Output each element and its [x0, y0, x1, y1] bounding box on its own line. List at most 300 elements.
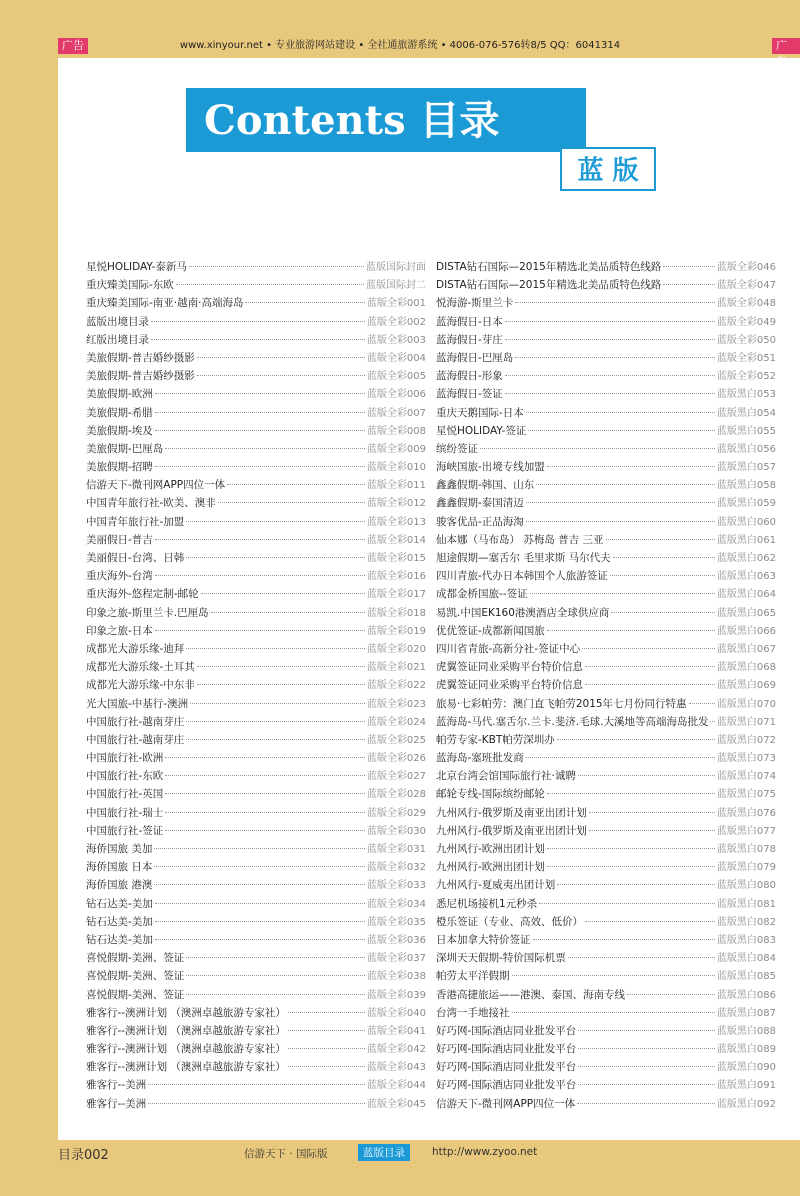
toc-leader-dots: [547, 848, 715, 849]
toc-entry-title: 雅客行--美洲: [86, 1079, 147, 1092]
toc-entry[interactable]: [86, 895, 426, 913]
toc-leader-dots: [611, 612, 715, 613]
toc-entry-title: 雅客行--澳洲计划 （澳洲卓越旅游专家社）: [86, 1024, 286, 1037]
toc-leader-dots: [186, 557, 365, 558]
toc-entry-page: 蓝版黑白063: [716, 571, 776, 583]
toc-entry-page: 蓝版全彩032: [366, 862, 426, 874]
toc-entry[interactable]: [86, 1004, 426, 1022]
toc-entry[interactable]: [86, 567, 426, 585]
toc-entry-title: 好巧网-国际酒店同业批发平台: [436, 1061, 577, 1074]
toc-entry[interactable]: [436, 676, 776, 694]
toc-entry-page: 蓝版黑白092: [716, 1098, 776, 1110]
toc-entry[interactable]: [436, 858, 776, 876]
toc-entry[interactable]: [86, 931, 426, 949]
toc-entry-page: 蓝版黑白089: [716, 1044, 776, 1056]
toc-entry-title: 虎翼签证同业采购平台特价信息: [436, 679, 583, 692]
toc-entry-title: 香港高捷旅运——港澳、泰国、海南专线: [436, 988, 625, 1001]
toc-entry-title: 台湾一手地接社: [436, 1006, 510, 1019]
toc-entry[interactable]: [86, 294, 426, 312]
toc-leader-dots: [663, 284, 715, 285]
toc-entry-title: 喜悦假期-美洲、签证: [86, 970, 185, 983]
toc-leader-dots: [578, 775, 715, 776]
toc-entry-page: 蓝版全彩025: [366, 734, 426, 746]
toc-leader-dots: [606, 539, 715, 540]
toc-entry[interactable]: [86, 258, 426, 276]
toc-entry-page: 蓝版全彩042: [366, 1044, 426, 1056]
toc-leader-dots: [155, 412, 365, 413]
toc-entry-page: 蓝版全彩022: [366, 680, 426, 692]
toc-entry-title: 蓝海假日-巴厘岛: [436, 351, 514, 364]
toc-entry-page: 蓝版黑白088: [716, 1025, 776, 1037]
toc-entry[interactable]: [436, 458, 776, 476]
toc-entry[interactable]: [436, 731, 776, 749]
toc-entry-page: 蓝版黑白080: [716, 880, 776, 892]
toc-entry-page: 蓝版全彩011: [366, 480, 426, 492]
toc-entry[interactable]: [436, 331, 776, 349]
toc-entry[interactable]: [436, 949, 776, 967]
toc-entry-title: 四川青旅-代办日本韩国个人旅游签证: [436, 570, 608, 583]
toc-leader-dots: [710, 721, 714, 722]
toc-leader-dots: [288, 1066, 365, 1067]
toc-leader-dots: [155, 921, 365, 922]
toc-entry-title: 星悦HOLIDAY-泰新马: [86, 261, 187, 273]
toc-entry[interactable]: [436, 640, 776, 658]
toc-entry[interactable]: [436, 967, 776, 985]
toc-leader-dots: [176, 284, 364, 285]
toc-entry-page: 蓝版黑白068: [716, 662, 776, 674]
toc-entry[interactable]: [436, 785, 776, 803]
toc-entry-title: 好巧网-国际酒店同业批发平台: [436, 1079, 577, 1092]
header-info: www.xinyour.net • 专业旅游网站建设 • 全社通旅游系统 • 4006-076-576转8/5 QQ：6041314: [179, 40, 621, 51]
toc-entry-title: 星悦HOLIDAY-签证: [436, 424, 527, 437]
toc-leader-dots: [288, 1030, 365, 1031]
toc-entry[interactable]: [86, 640, 426, 658]
toc-leader-dots: [627, 994, 715, 995]
toc-entry[interactable]: [436, 931, 776, 949]
toc-entry-page: 蓝版黑白066: [716, 625, 776, 637]
toc-entry[interactable]: [86, 967, 426, 985]
toc-entry[interactable]: [436, 822, 776, 840]
toc-entry[interactable]: [436, 695, 776, 713]
toc-entry-title: 成都光大游乐缘-土耳其: [86, 661, 195, 674]
toc-entry[interactable]: [436, 986, 776, 1004]
toc-entry-title: 雅客行--澳洲计划 （澳洲卓越旅游专家社）: [86, 1043, 286, 1056]
toc-leader-dots: [288, 1048, 365, 1049]
toc-entry[interactable]: [86, 513, 426, 531]
toc-entry[interactable]: [436, 385, 776, 403]
toc-leader-dots: [547, 866, 715, 867]
toc-entry[interactable]: [86, 313, 426, 331]
toc-entry-title: 重庆天鹅国际-日本: [436, 406, 524, 419]
toc-entry-page: 蓝版黑白074: [716, 771, 776, 783]
toc-leader-dots: [155, 393, 365, 394]
toc-entry-page: 蓝版全彩015: [366, 553, 426, 564]
toc-entry[interactable]: [436, 476, 776, 494]
toc-entry[interactable]: [436, 549, 776, 567]
toc-entry-page: 蓝版黑白086: [716, 989, 776, 1001]
toc-leader-dots: [186, 648, 365, 649]
toc-entry-title: 蓝海假日-日本: [436, 315, 503, 328]
toc-entry-page: 蓝版全彩009: [366, 443, 426, 455]
toc-entry[interactable]: [86, 440, 426, 458]
toc-leader-dots: [547, 793, 715, 794]
toc-entry[interactable]: [86, 531, 426, 549]
toc-entry-page: 蓝版全彩020: [366, 643, 426, 655]
toc-entry-title: 中国旅行社-英国: [86, 788, 164, 801]
toc-entry-title: 鑫鑫假期-韩国、山东: [436, 479, 535, 492]
toc-entry-page: 蓝版黑白085: [716, 971, 776, 983]
toc-entry-title: 九州风行-俄罗斯及南亚出团计划: [436, 806, 587, 819]
footer-page-number: 目录002: [58, 1148, 109, 1163]
toc-entry-title: 成都光大游乐缘-中东非: [86, 679, 195, 692]
toc-entry[interactable]: [436, 494, 776, 512]
toc-entry[interactable]: [86, 458, 426, 476]
toc-entry[interactable]: [86, 1022, 426, 1040]
toc-entry-title: 好巧网-国际酒店同业批发平台: [436, 1024, 577, 1037]
toc-entry[interactable]: [436, 622, 776, 640]
toc-entry[interactable]: [436, 840, 776, 858]
toc-entry[interactable]: [436, 585, 776, 603]
toc-leader-dots: [610, 575, 715, 576]
footer-url[interactable]: http://www.zyoo.net: [432, 1146, 538, 1158]
toc-entry[interactable]: [436, 422, 776, 440]
toc-entry-title: 蓝海假日-签证: [436, 388, 503, 401]
toc-entry-page: 蓝版全彩028: [366, 789, 426, 801]
toc-entry-page: 蓝版全彩024: [366, 716, 426, 728]
toc-leader-dots: [148, 1103, 365, 1104]
toc-entry[interactable]: [436, 895, 776, 913]
toc-entry[interactable]: [436, 513, 776, 531]
toc-entry-page: 蓝版黑白070: [716, 698, 776, 710]
toc-entry[interactable]: [86, 349, 426, 367]
toc-entry-page: 蓝版全彩004: [366, 352, 426, 364]
toc-entry[interactable]: [86, 494, 426, 512]
toc-leader-dots: [186, 721, 365, 722]
toc-leader-dots: [578, 1030, 715, 1031]
toc-entry[interactable]: [86, 331, 426, 349]
toc-entry-page: 蓝版全彩027: [366, 771, 426, 783]
toc-leader-dots: [155, 939, 365, 940]
toc-entry-page: 蓝版全彩041: [366, 1025, 426, 1037]
toc-leader-dots: [530, 593, 715, 594]
footer-tag: 蓝版目录: [358, 1144, 410, 1161]
toc-entry-page: 蓝版全彩017: [366, 589, 426, 601]
toc-entry-title: 九州风行-欧洲出团计划: [436, 861, 545, 874]
toc-entry-title: 成都光大游乐缘-迪拜: [86, 642, 185, 655]
toc-leader-dots: [155, 575, 365, 576]
toc-entry[interactable]: [436, 1022, 776, 1040]
toc-leader-dots: [227, 484, 365, 485]
toc-entry-title: 旭途假期—塞舌尔 毛里求斯 马尔代夫: [436, 552, 611, 564]
toc-leader-dots: [578, 1066, 715, 1067]
toc-entry[interactable]: [86, 367, 426, 385]
toc-entry[interactable]: [86, 1076, 426, 1094]
toc-leader-dots: [585, 921, 715, 922]
toc-entry-title: 悦海游-斯里兰卡: [436, 297, 514, 310]
toc-leader-dots: [512, 1012, 715, 1013]
toc-entry-title: 悉尼机场接机1元秒杀: [436, 897, 538, 910]
toc-entry-title: DISTA钻石国际—2015年精选北美品质特色线路: [436, 261, 662, 273]
toc-entry[interactable]: [86, 404, 426, 422]
toc-entry-page: 蓝版黑白073: [716, 753, 776, 765]
footer-brand: 信游天下 · 国际版: [244, 1148, 328, 1160]
toc-entry[interactable]: [436, 349, 776, 367]
toc-entry[interactable]: [436, 749, 776, 767]
toc-leader-dots: [547, 630, 715, 631]
toc-entry-page: 蓝版黑白079: [716, 862, 776, 874]
toc-entry[interactable]: [436, 658, 776, 676]
toc-entry-title: 美旅假期-欧洲: [86, 388, 153, 401]
toc-leader-dots: [526, 521, 715, 522]
toc-entry-page: 蓝版国际封二: [366, 280, 426, 292]
toc-entry[interactable]: [86, 767, 426, 785]
toc-entry[interactable]: [86, 422, 426, 440]
toc-leader-dots: [155, 430, 365, 431]
toc-leader-dots: [197, 375, 365, 376]
toc-entry[interactable]: [436, 440, 776, 458]
toc-entry[interactable]: [86, 276, 426, 294]
toc-entry[interactable]: [436, 1040, 776, 1058]
toc-leader-dots: [585, 684, 715, 685]
toc-leader-dots: [526, 502, 715, 503]
toc-leader-dots: [557, 739, 715, 740]
toc-entry-page: 蓝版全彩007: [366, 407, 426, 419]
toc-leader-dots: [148, 1084, 365, 1085]
toc-leader-dots: [197, 684, 365, 685]
toc-entry[interactable]: [86, 858, 426, 876]
toc-entry-page: 蓝版黑白081: [716, 898, 776, 910]
toc-leader-dots: [186, 975, 365, 976]
toc-entry-page: 蓝版全彩018: [366, 607, 426, 619]
toc-entry-title: 红版出境目录: [86, 333, 149, 346]
toc-entry-page: 蓝版黑白083: [716, 934, 776, 946]
toc-leader-dots: [154, 884, 365, 885]
toc-entry-title: 喜悦假期-美洲、签证: [86, 952, 185, 965]
toc-entry[interactable]: [86, 822, 426, 840]
toc-leader-dots: [165, 757, 365, 758]
toc-entry[interactable]: [86, 476, 426, 494]
toc-entry[interactable]: [86, 622, 426, 640]
toc-entry-title: 旅易·七彩帕劳：澳门直飞帕劳2015年七月份同行特惠: [436, 697, 687, 710]
toc-entry-page: 蓝版全彩043: [366, 1062, 426, 1074]
toc-entry-title: 喜悦假期-美洲、签证: [86, 988, 185, 1001]
toc-entry[interactable]: [86, 658, 426, 676]
toc-entry-page: 蓝版全彩047: [716, 280, 776, 292]
toc-entry-page: 蓝版全彩021: [366, 662, 426, 674]
toc-entry[interactable]: [86, 549, 426, 567]
toc-entry-title: 蓝版出境目录: [86, 315, 149, 328]
ad-tag-left: 广告: [58, 38, 88, 54]
toc-entry[interactable]: [86, 604, 426, 622]
toc-entry-page: 蓝版全彩008: [366, 425, 426, 437]
toc-entry-title: 中国旅行社-欧洲: [86, 752, 164, 765]
toc-entry-page: 蓝版黑白060: [716, 516, 776, 528]
toc-entry-page: 蓝版黑白071: [716, 716, 776, 728]
toc-entry[interactable]: [436, 913, 776, 931]
top-bar: [0, 0, 800, 58]
toc-leader-dots: [515, 357, 715, 358]
toc-entry[interactable]: [86, 695, 426, 713]
toc-entry[interactable]: [436, 531, 776, 549]
toc-entry-title: 钻石达美-美加: [86, 933, 153, 946]
toc-entry-page: 蓝版全彩006: [366, 389, 426, 401]
toc-entry-page: 蓝版全彩005: [366, 371, 426, 383]
toc-entry-page: 蓝版黑白067: [716, 643, 776, 655]
toc-entry-title: 成都金桥国旅--签证: [436, 588, 528, 601]
toc-leader-dots: [533, 939, 715, 940]
toc-entry-page: 蓝版黑白062: [716, 553, 776, 564]
toc-entry[interactable]: [436, 804, 776, 822]
edition-badge: 蓝 版: [560, 147, 656, 191]
toc-entry-page: 蓝版黑白061: [716, 534, 776, 546]
toc-entry[interactable]: [436, 294, 776, 312]
toc-leader-dots: [151, 321, 365, 322]
toc-leader-dots: [190, 703, 365, 704]
toc-entry[interactable]: [436, 1004, 776, 1022]
toc-entry-title: 海侨国旅 美加: [86, 843, 153, 855]
toc-entry-page: 蓝版全彩038: [366, 971, 426, 983]
toc-entry-page: 蓝版全彩010: [366, 462, 426, 474]
toc-leader-dots: [515, 302, 715, 303]
toc-leader-dots: [155, 466, 365, 467]
toc-entry[interactable]: [436, 367, 776, 385]
toc-leader-dots: [613, 557, 715, 558]
toc-entry-title: 中国旅行社-东欧: [86, 770, 164, 783]
toc-entry-page: 蓝版全彩002: [366, 316, 426, 328]
toc-leader-dots: [201, 593, 365, 594]
toc-entry-title: 海峡国旅-出境专线加盟: [436, 461, 545, 474]
toc-entry[interactable]: [86, 1058, 426, 1076]
toc-entry-page: 蓝版黑白087: [716, 1007, 776, 1019]
toc-entry-page: 蓝版全彩050: [716, 334, 776, 346]
toc-entry[interactable]: [436, 1058, 776, 1076]
toc-leader-dots: [245, 302, 364, 303]
toc-entry[interactable]: [86, 731, 426, 749]
toc-entry-title: 重庆海外-悠程定制-邮轮: [86, 588, 199, 601]
toc-entry-page: 蓝版全彩037: [366, 953, 426, 965]
toc-entry-page: 蓝版黑白057: [716, 462, 776, 474]
toc-entry-title: 雅客行--澳洲计划 （澳洲卓越旅游专家社）: [86, 1061, 286, 1074]
toc-leader-dots: [536, 484, 715, 485]
toc-entry-title: 深圳天天假期-特价国际机票: [436, 952, 566, 965]
toc-leader-dots: [151, 339, 365, 340]
toc-leader-dots: [505, 321, 715, 322]
toc-leader-dots: [557, 884, 715, 885]
toc-entry-page: 蓝版黑白054: [716, 407, 776, 419]
toc-entry-title: 邮轮专线-国际缤纷邮轮: [436, 788, 545, 801]
toc-leader-dots: [539, 903, 715, 904]
toc-leader-dots: [218, 502, 365, 503]
toc-leader-dots: [568, 957, 715, 958]
toc-entry-title: 九州风行-夏威夷出团计划: [436, 879, 556, 892]
toc-entry-page: 蓝版黑白069: [716, 680, 776, 692]
toc-entry[interactable]: [436, 313, 776, 331]
toc-leader-dots: [165, 830, 365, 831]
toc-entry[interactable]: [86, 913, 426, 931]
toc-entry-page: 蓝版黑白056: [716, 443, 776, 455]
toc-entry-page: 蓝版全彩033: [366, 880, 426, 892]
toc-leader-dots: [165, 448, 365, 449]
toc-entry[interactable]: [436, 767, 776, 785]
toc-entry-title: 蓝海假日-形象: [436, 370, 503, 383]
toc-entry[interactable]: [436, 404, 776, 422]
toc-leader-dots: [585, 666, 715, 667]
toc-entry[interactable]: [86, 713, 426, 731]
toc-entry-title: 钻石达美-美加: [86, 897, 153, 910]
toc-leader-dots: [197, 666, 365, 667]
toc-entry[interactable]: [436, 567, 776, 585]
toc-entry-title: 仙本娜（马布岛） 苏梅岛 普吉 三亚: [436, 533, 604, 546]
toc-entry-title: 重庆海外-台湾: [86, 570, 153, 583]
toc-entry-title: 骏客优品-正品海淘: [436, 515, 524, 528]
toc-entry-page: 蓝版全彩040: [366, 1007, 426, 1019]
toc-entry[interactable]: [436, 876, 776, 894]
toc-entry[interactable]: [436, 258, 776, 276]
toc-entry-page: 蓝版全彩001: [366, 298, 426, 310]
toc-entry-title: 雅客行--澳洲计划 （澳洲卓越旅游专家社）: [86, 1006, 286, 1019]
toc-entry[interactable]: [86, 840, 426, 858]
ad-tag-right: 广: [772, 38, 800, 54]
toc-entry[interactable]: [86, 749, 426, 767]
toc-entry-page: 蓝版黑白082: [716, 916, 776, 928]
toc-entry[interactable]: [86, 585, 426, 603]
toc-entry-title: 海侨国旅 日本: [86, 861, 153, 874]
toc-entry-page: 蓝版黑白053: [716, 389, 776, 401]
toc-entry[interactable]: [86, 1040, 426, 1058]
toc-entry-page: 蓝版全彩029: [366, 807, 426, 819]
toc-entry-title: 橙乐签证（专业、高效、低价）: [436, 915, 583, 928]
toc-right-column: [436, 258, 776, 1113]
toc-entry-title: 帕劳太平洋假期: [436, 970, 510, 983]
toc-entry[interactable]: [86, 385, 426, 403]
toc-entry[interactable]: [86, 785, 426, 803]
toc-entry-page: 蓝版全彩030: [366, 825, 426, 837]
toc-entry-title: 钻石达美-美加: [86, 915, 153, 928]
toc-entry[interactable]: [86, 676, 426, 694]
toc-entry-title: 重庆臻美国际-东欧: [86, 279, 174, 292]
toc-leader-dots: [512, 975, 715, 976]
toc-entry-title: 蓝海假日-芽庄: [436, 333, 503, 346]
toc-leader-dots: [154, 848, 365, 849]
toc-entry-page: 蓝版全彩049: [716, 316, 776, 328]
toc-entry[interactable]: [436, 604, 776, 622]
toc-entry[interactable]: [436, 1076, 776, 1094]
toc-entry[interactable]: [86, 804, 426, 822]
toc-leader-dots: [663, 266, 715, 267]
toc-entry-page: 蓝版黑白076: [716, 807, 776, 819]
toc-entry-page: 蓝版黑白091: [716, 1080, 776, 1092]
toc-left-column: [86, 258, 426, 1113]
toc-entry[interactable]: [86, 1095, 426, 1113]
toc-entry-title: 北京台湾会馆国际旅行社·诚聘: [436, 770, 576, 783]
toc-entry[interactable]: [86, 986, 426, 1004]
toc-entry[interactable]: [86, 876, 426, 894]
toc-leader-dots: [689, 703, 715, 704]
toc-entry[interactable]: [436, 276, 776, 294]
toc-entry[interactable]: [436, 1095, 776, 1113]
toc-leader-dots: [288, 1012, 365, 1013]
toc-leader-dots: [155, 539, 365, 540]
toc-entry-page: 蓝版全彩023: [366, 698, 426, 710]
toc-entry-title: 帕劳专家-KBT帕劳深圳办: [436, 733, 555, 746]
toc-entry-title: 重庆臻美国际-南亚·越南·高端海岛: [86, 297, 244, 310]
toc-leader-dots: [505, 339, 715, 340]
toc-entry[interactable]: [86, 949, 426, 967]
toc-entry-page: 蓝版全彩052: [716, 371, 776, 383]
toc-entry-title: 缤纷签证: [436, 442, 478, 455]
toc-entry[interactable]: [436, 713, 776, 731]
toc-entry-page: 蓝版全彩046: [716, 262, 776, 273]
